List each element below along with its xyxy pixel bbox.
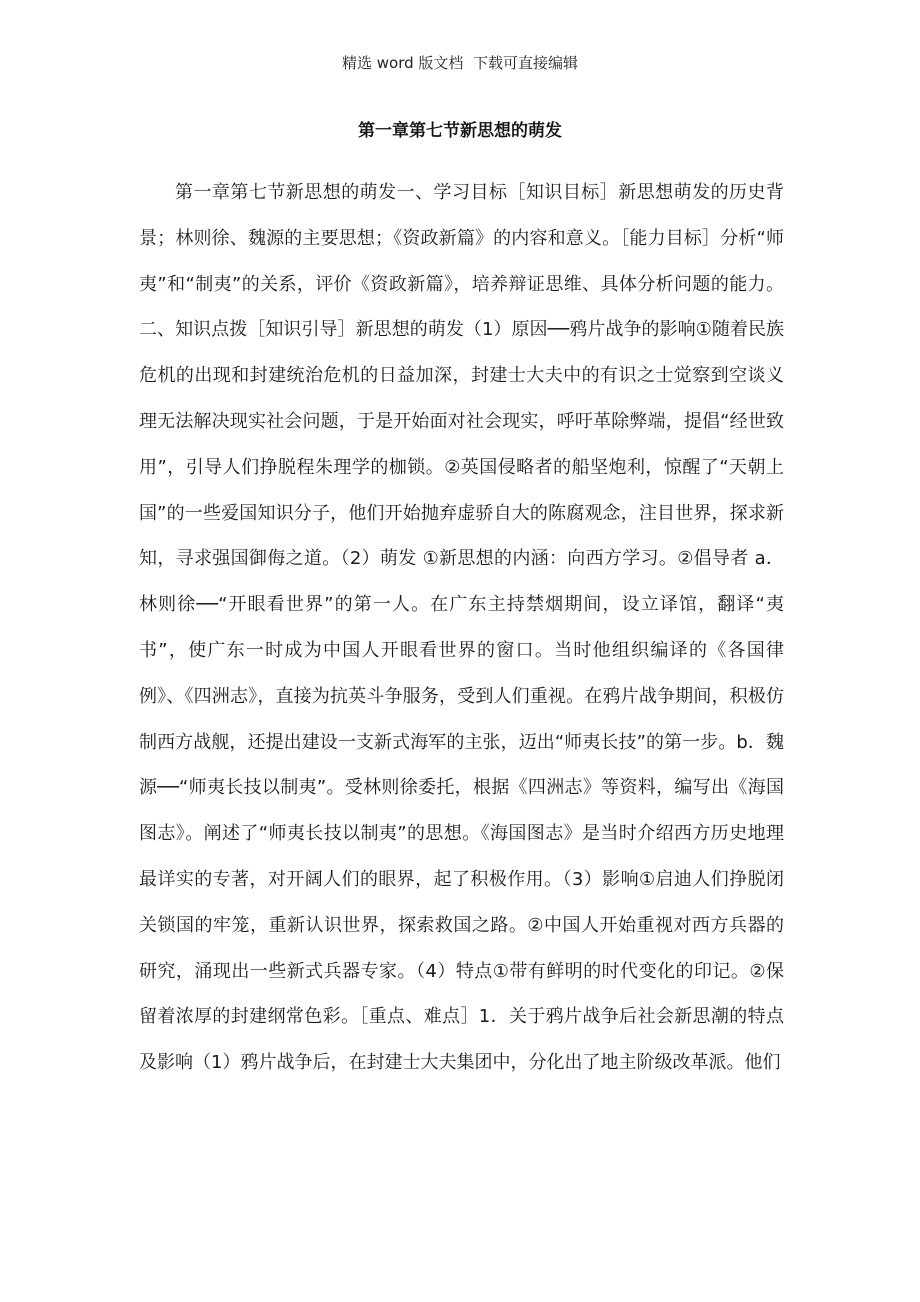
- document-title: 第一章第七节新思想的萌发: [358, 121, 562, 141]
- body-paragraph: 第一章第七节新思想的萌发一、学习目标［知识目标］新思想萌发的历史背景；林则徐、魏源的主要思想；《资政新篇》的内容和意义。［能力目标］分析“师夷”和“制夷”的关系，评价《资政新篇》，培养辩证思维、具体分析问题的能力。二、知识点拨［知识引导］新思想的萌发（1）原因──鸦片战争的影响①随着民族危机的出现和封建统治危机的日益加深，封建士大夫中的有识之士觉察到空谈义理无法解决现实社会问题，于是开始面对社会现实，呼吁革除弊端，提倡“经世致用”，引导人们挣脱程朱理学的枷锁。②英国侵略者的船坚炮利，惊醒了“天朝上国”的一些爱国知识分子，他们开始抛弃虚骄自大的陈腐观念，注目世界，探求新知，寻求强国御侮之道。（2）萌发 ①新思想的内涵：向西方学习。②倡导者 a．林则徐──“开眼看世界”的第一人。在广东主持禁烟期间，设立译馆，翻译“夷书”，使广东一时成为中国人开眼看世界的窗口。当时他组织编译的《各国律例》、《四洲志》，直接为抗英斗争服务，受到人们重视。在鸦片战争期间，积极仿制西方战舰，还提出建设一支新式海军的主张，迈出“师夷长技”的第一步。b．魏源──“师夷长技以制夷”。受林则徐委托，根据《四洲志》等资料，编写出《海国图志》。阐述了“师夷长技以制夷”的思想。《海国图志》是当时介绍西方历史地理最详实的专著，对开阔人们的眼界，起了积极作用。（3）影响①启迪人们挣脱闭关锁国的牢笼，重新认识世界，探索救国之路。②中国人开始重视对西方兵器的研究，涌现出一些新式兵器专家。（4）特点①带有鲜明的时代变化的印记。②保留着浓厚的封建纲常色彩。［重点、难点］1．关于鸦片战争后社会新思潮的特点及影响（1）鸦片战争后，在封建士大夫集团中，分化出了地主阶级改革派。他们: [139, 182, 784, 1074]
- page-header: 精选 word 版文档 下载可直接编辑: [342, 54, 578, 72]
